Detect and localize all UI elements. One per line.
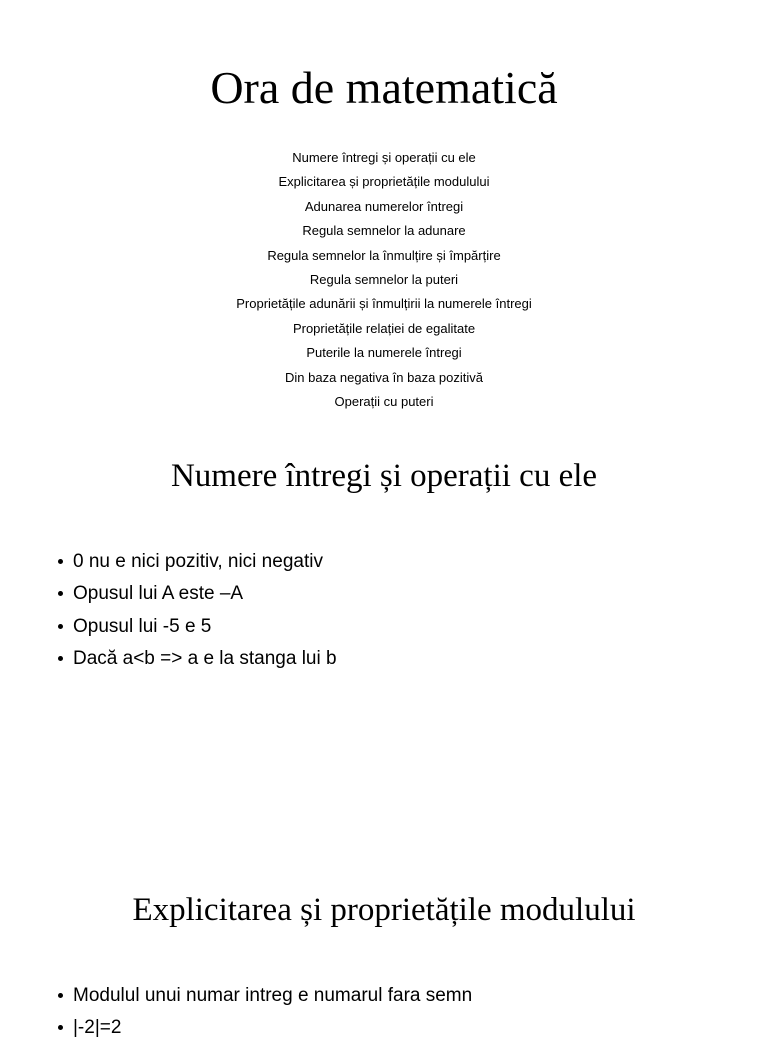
bullet-text: 0 nu e nici pozitiv, nici negativ (73, 551, 323, 572)
table-of-contents (0, 146, 768, 414)
toc-item: Proprietățile adunării și înmulțirii la numerele întregi (236, 296, 532, 312)
bullet-text: |-2|=2 (73, 1017, 122, 1039)
bullet-text: Opusul lui A este –A (73, 583, 244, 605)
bullet-list (56, 980, 472, 1045)
bullet-dot-icon (58, 591, 63, 596)
bullet-item (56, 980, 472, 1012)
slide-integers (0, 430, 768, 860)
bullet-item (56, 546, 337, 578)
slide-heading: Numere întregi și operații cu ele (170, 458, 598, 494)
slide-heading: Explicitarea și proprietățile modulului (132, 892, 636, 928)
bullet-text: Modulul unui numar intreg e numarul fara semn (73, 985, 473, 1006)
bullet-dot-icon (58, 1025, 63, 1030)
toc-item: Numere întregi și operații cu ele (292, 150, 476, 165)
toc-item: Operații cu puteri (334, 394, 434, 410)
bullet-item (56, 1012, 472, 1044)
toc-item: Regula semnelor la puteri (309, 272, 459, 288)
bullet-text: Dacă a<b => a e la stanga lui b (73, 648, 337, 670)
bullet-item (56, 643, 337, 675)
bullet-dot-icon (58, 559, 63, 564)
bullet-item (56, 611, 337, 643)
bullet-list (56, 546, 337, 676)
bullet-dot-icon (58, 656, 63, 661)
bullet-dot-icon (58, 624, 63, 629)
toc-item: Adunarea numerelor întregi (304, 198, 464, 214)
toc-item: Proprietățile relației de egalitate (292, 320, 476, 336)
toc-item: Regula semnelor la înmulțire și împărțire (267, 247, 501, 263)
toc-item: Regula semnelor la adunare (302, 223, 466, 239)
bullet-dot-icon (58, 993, 63, 998)
toc-item: Explicitarea și proprietățile modulului (278, 174, 490, 190)
slide-modulus (0, 860, 768, 1039)
toc-item: Puterile la numerele întregi (306, 345, 462, 361)
bullet-text: Opusul lui -5 e 5 (73, 615, 212, 637)
toc-item: Din baza negativa în baza pozitivă (284, 369, 483, 385)
slide-title (0, 0, 768, 430)
bullet-item (56, 578, 337, 610)
document-title: Ora de matematică (210, 62, 558, 113)
